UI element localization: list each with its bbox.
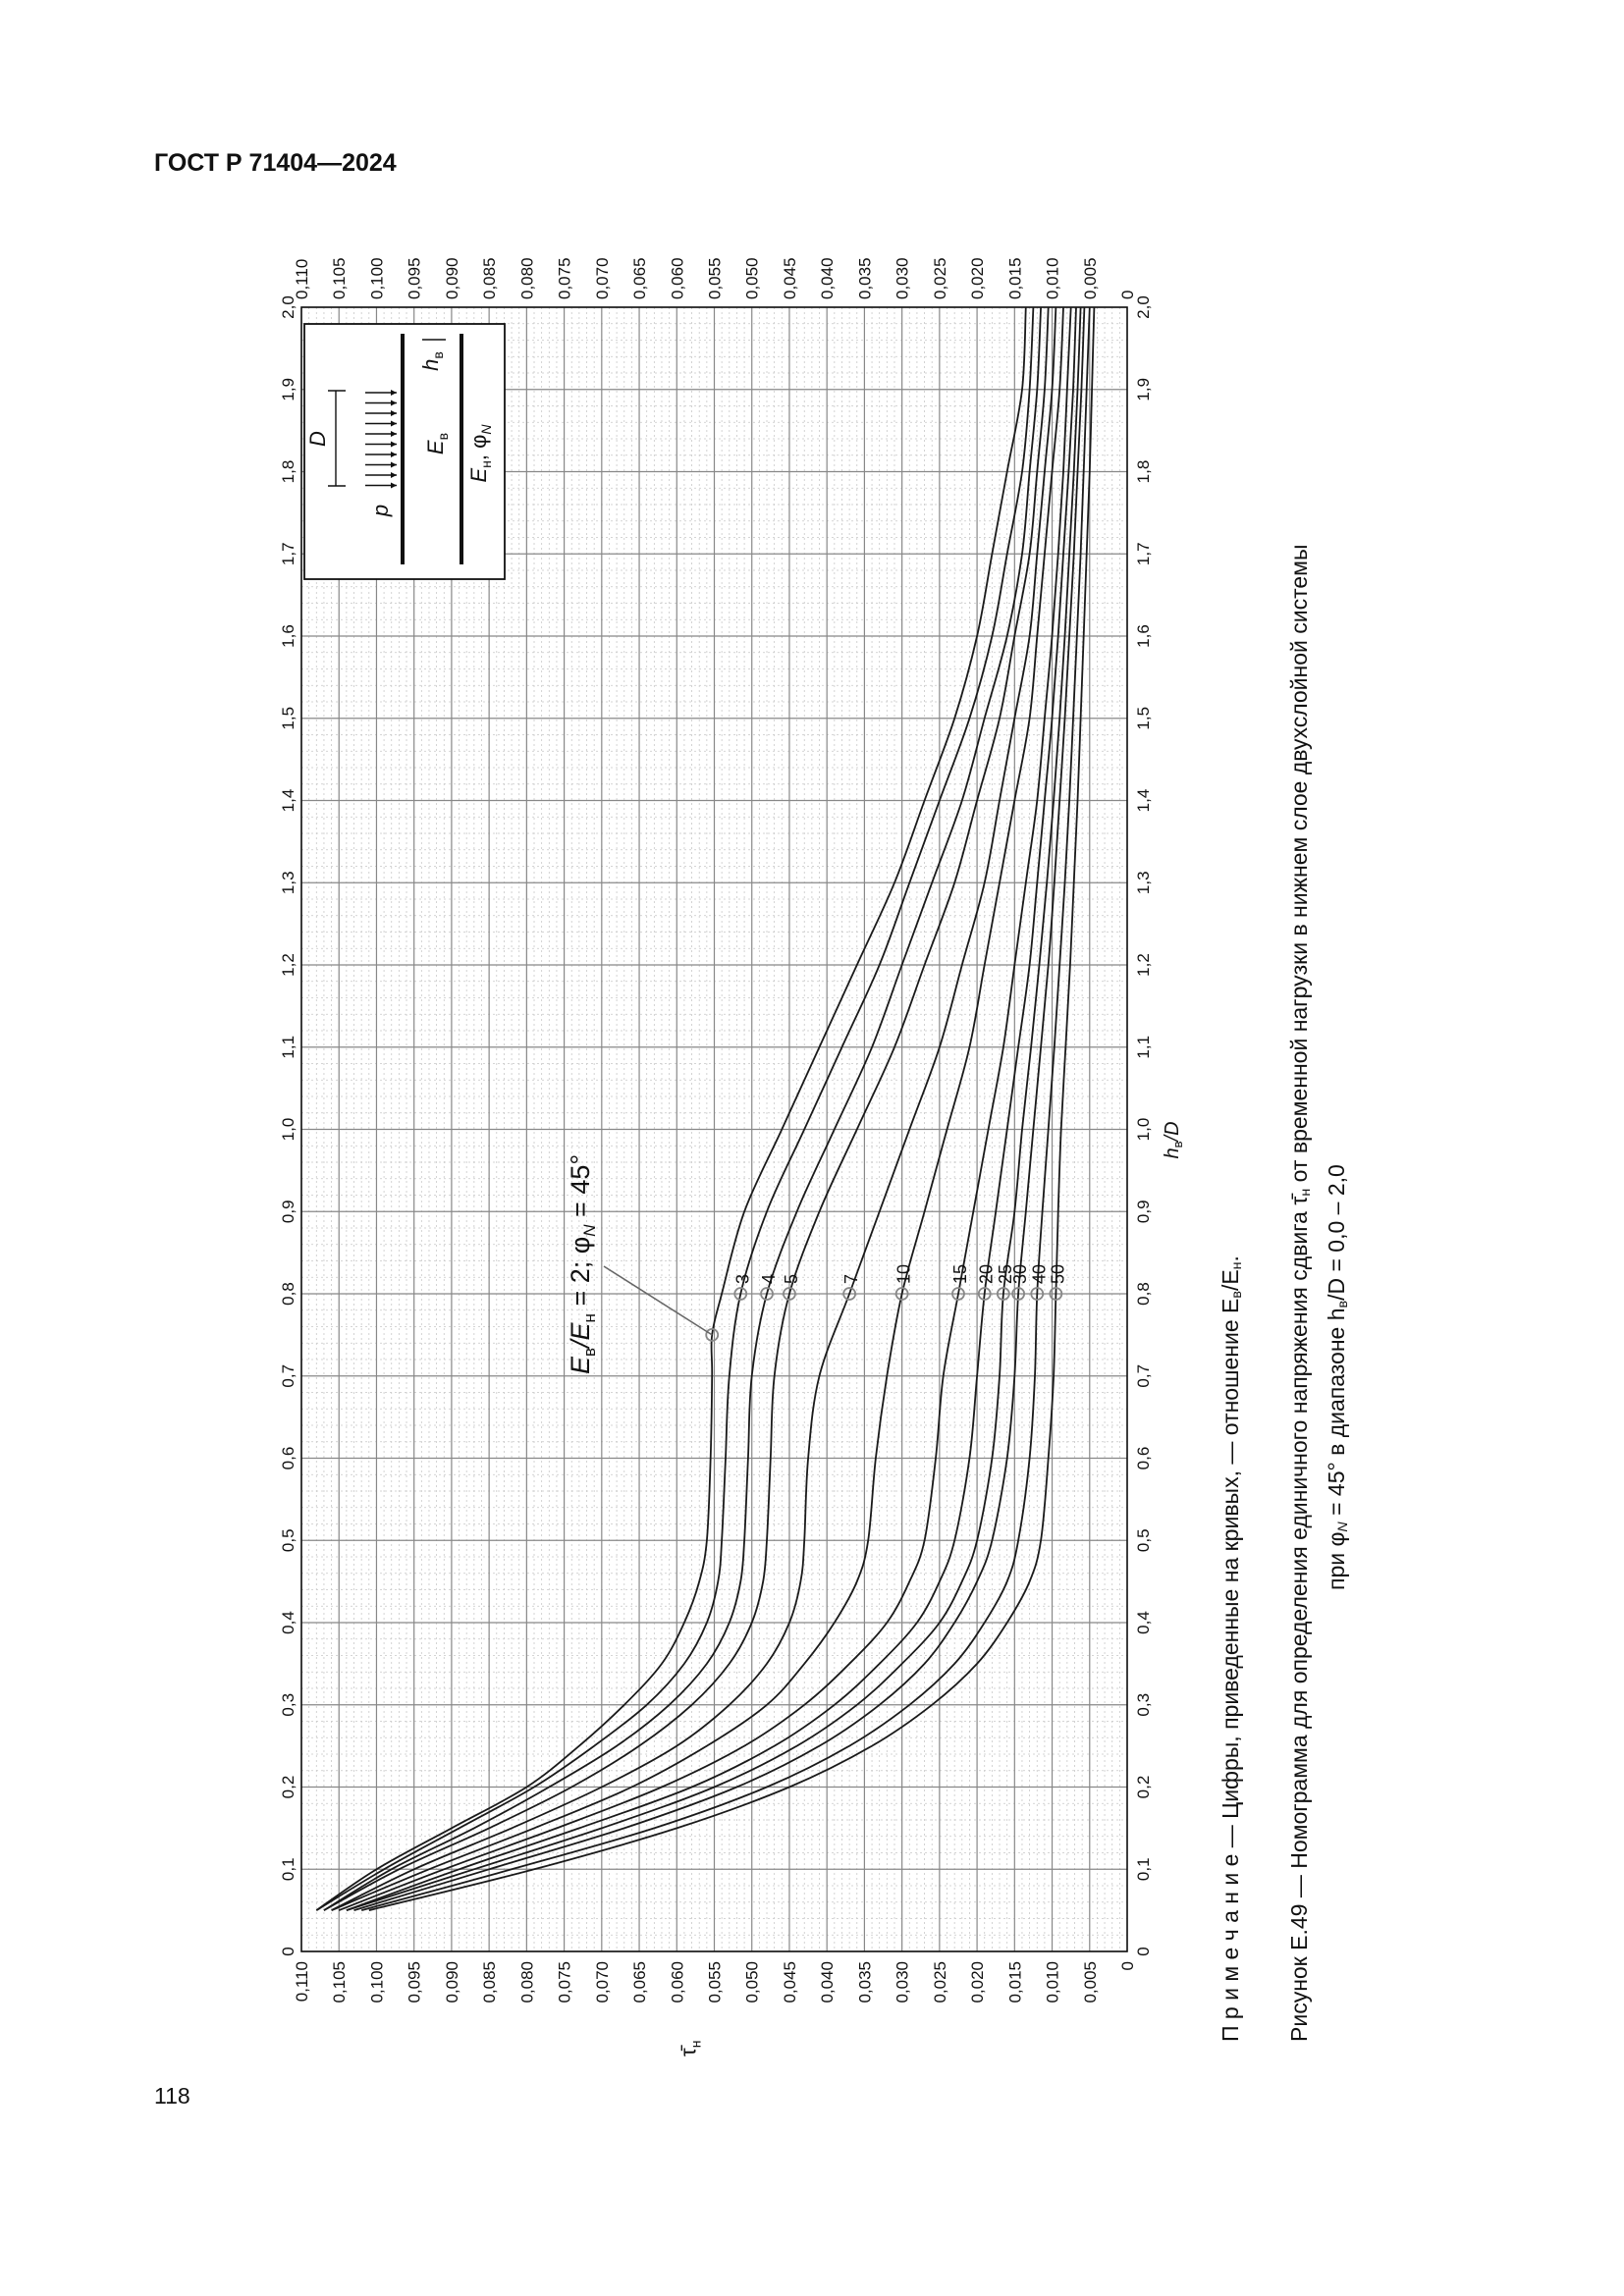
x-tick-label-right: 1,7 <box>1134 542 1153 566</box>
curve-label: 30 <box>1010 1263 1031 1284</box>
y-tick-label-top: 0,055 <box>705 257 725 299</box>
x-tick-label-right: 0,9 <box>1134 1200 1153 1224</box>
y-tick-label-bottom: 0,080 <box>517 1961 537 2003</box>
x-tick-label-left: 1,2 <box>279 953 298 977</box>
x-tick-label-left: 1,0 <box>279 1117 298 1142</box>
x-tick-label-left: 2,0 <box>279 295 298 319</box>
y-tick-label-top: 0,065 <box>630 257 650 299</box>
y-tick-label-bottom: 0,025 <box>930 1961 949 2003</box>
curve-label: 20 <box>976 1263 997 1284</box>
y-tick-label-top: 0,030 <box>893 257 912 299</box>
x-tick-label-right: 0,7 <box>1134 1363 1153 1388</box>
y-tick-label-top: 0,015 <box>1005 257 1025 299</box>
y-tick-label-top: 0,070 <box>592 257 612 299</box>
x-tick-label-left: 0,6 <box>279 1446 298 1470</box>
curve-label: 50 <box>1048 1263 1068 1284</box>
y-tick-label-top: 0,095 <box>405 257 424 299</box>
x-tick-label-right: 1,3 <box>1134 871 1153 895</box>
x-tick-label-right: 0,5 <box>1134 1528 1153 1553</box>
y-tick-label-bottom: 0,035 <box>855 1961 875 2003</box>
x-tick-label-left: 1,8 <box>279 459 298 484</box>
document-header: ГОСТ Р 71404—2024 <box>154 149 397 177</box>
y-tick-label-top: 0,060 <box>668 257 687 299</box>
y-tick-label-bottom: 0,020 <box>968 1961 988 2003</box>
y-tick-label-bottom: 0,070 <box>592 1961 612 2003</box>
x-tick-label-left: 0,5 <box>279 1528 298 1553</box>
y-tick-label-bottom: 0,095 <box>405 1961 424 2003</box>
annotation-label: $E_в/E_н = 2$; $\varphi_N = 45^\circ$ <box>566 1153 599 1374</box>
y-tick-label-top: 0,020 <box>968 257 988 299</box>
inset-D-label: D <box>305 431 330 447</box>
y-tick-label-top: 0,040 <box>818 257 838 299</box>
x-tick-label-left: 1,4 <box>279 788 298 813</box>
x-tick-label-right: 2,0 <box>1134 295 1153 319</box>
x-tick-label-right: 0,4 <box>1134 1611 1153 1634</box>
y-tick-label-bottom: 0,085 <box>480 1961 500 2003</box>
curve-labels <box>732 1264 1067 1284</box>
x-tick-label-left: 0,7 <box>279 1363 298 1388</box>
x-tick-label-left: 0,3 <box>279 1692 298 1717</box>
x-tick-label-left: 0,8 <box>279 1282 298 1306</box>
y-tick-label-bottom: 0,100 <box>367 1961 387 2003</box>
y-tick-label-top: 0,090 <box>442 257 461 299</box>
y-tick-label-top: 0,005 <box>1080 257 1100 299</box>
y-tick-label-top: 0,105 <box>330 257 350 299</box>
inset-Ev-label: $E_в$ <box>423 432 451 455</box>
y-tick-label-top: 0,035 <box>855 257 875 299</box>
curve-label: 4 <box>759 1273 780 1284</box>
y-tick-label-bottom: 0,010 <box>1043 1961 1062 2003</box>
y-tick-label-top: 0,045 <box>780 257 799 299</box>
figure-caption-line1: Рисунок Е.49 — Номограмма для определения единичного напряжения сдвига $\taū_н$ от временной нагрузки в нижнем слое двухслойной системы <box>1286 544 1315 2042</box>
y-tick-label-top: 0,080 <box>517 257 537 299</box>
y-tick-label-bottom: 0,110 <box>293 1961 311 2002</box>
y-tick-label-top: 0 <box>1118 290 1137 299</box>
x-tick-label-left: 0,9 <box>279 1200 298 1224</box>
x-tick-label-right: 0,8 <box>1134 1282 1153 1306</box>
x-tick-label-left: 1,6 <box>279 624 298 648</box>
x-tick-label-left: 1,7 <box>279 542 298 566</box>
annotation-leader <box>604 1266 712 1335</box>
curve-label: 5 <box>781 1273 801 1284</box>
curve-label: 3 <box>732 1273 753 1284</box>
x-tick-label-right: 1,8 <box>1134 459 1153 484</box>
y-tick-label-bottom: 0 <box>1118 1961 1137 1971</box>
x-tick-label-right: 0 <box>1134 1947 1153 1956</box>
x-tick-label-right: 0,1 <box>1134 1857 1153 1882</box>
x-tick-label-right: 0,2 <box>1134 1775 1153 1799</box>
y-tick-label-bottom: 0,060 <box>668 1961 687 2003</box>
figure-note: П р и м е ч а н и е — Цифры, приведенные на кривых, — отношение $E_в/E_н$. <box>1218 1255 1246 2042</box>
x-tick-label-left: 1,3 <box>279 871 298 895</box>
y-tick-label-bottom: 0,040 <box>818 1961 838 2003</box>
x-tick-label-left: 1,1 <box>279 1035 298 1059</box>
x-tick-label-right: 1,6 <box>1134 624 1153 648</box>
y-tick-label-top: 0,110 <box>293 258 311 299</box>
y-tick-label-bottom: 0,045 <box>780 1961 799 2003</box>
y-tick-label-bottom: 0,005 <box>1080 1961 1100 2003</box>
y-axis-label: $\taū_н$ <box>676 2040 704 2056</box>
inset-scheme <box>304 324 505 579</box>
y-tick-label-bottom: 0,015 <box>1005 1961 1025 2003</box>
page-number: 118 <box>154 2083 190 2109</box>
x-tick-label-left: 1,9 <box>279 377 298 401</box>
y-tick-label-top: 0,010 <box>1043 257 1062 299</box>
curve-label: 7 <box>841 1273 862 1284</box>
y-tick-label-bottom: 0,105 <box>330 1961 350 2003</box>
x-tick-label-right: 1,9 <box>1134 377 1153 401</box>
y-tick-label-top: 0,085 <box>480 257 500 299</box>
y-tick-label-bottom: 0,090 <box>442 1961 461 2003</box>
y-tick-label-top: 0,050 <box>742 257 762 299</box>
x-tick-label-right: 0,6 <box>1134 1446 1153 1470</box>
x-tick-label-left: 0,4 <box>279 1611 298 1634</box>
x-tick-label-left: 0,1 <box>279 1857 298 1882</box>
y-tick-label-top: 0,025 <box>930 257 949 299</box>
y-tick-label-top: 0,075 <box>555 257 574 299</box>
figure-caption-line2: при $\varphi_N = 45^\circ$ в диапазоне $h_в/D = 0,0 - 2,0$ <box>1324 1164 1352 1590</box>
x-tick-label-right: 1,0 <box>1134 1117 1153 1142</box>
curve-label: 15 <box>949 1263 970 1284</box>
curve-label: 10 <box>893 1263 914 1284</box>
y-tick-label-top: 0,100 <box>367 257 387 299</box>
y-tick-label-bottom: 0,065 <box>630 1961 650 2003</box>
curve-label: 25 <box>995 1263 1015 1284</box>
inset-h-label: $h_в$ <box>418 351 446 371</box>
x-tick-label-right: 0,3 <box>1134 1692 1153 1717</box>
x-tick-label-right: 1,1 <box>1134 1035 1153 1059</box>
y-tick-label-bottom: 0,050 <box>742 1961 762 2003</box>
inset-p-label: p <box>368 504 393 517</box>
y-tick-label-bottom: 0,075 <box>555 1961 574 2003</box>
x-axis-label: $h_в/D$ <box>1162 1121 1185 1159</box>
curve-label: 40 <box>1029 1263 1050 1284</box>
inset-En-label: $E_н$, $\varphi_N$ <box>466 424 494 483</box>
x-tick-label-right: 1,5 <box>1134 706 1153 730</box>
x-tick-label-right: 1,2 <box>1134 953 1153 977</box>
x-tick-label-left: 0 <box>279 1947 298 1956</box>
x-tick-label-left: 0,2 <box>279 1775 298 1799</box>
x-tick-label-right: 1,4 <box>1134 788 1153 813</box>
x-tick-label-left: 1,5 <box>279 706 298 730</box>
y-tick-label-bottom: 0,055 <box>705 1961 725 2003</box>
y-tick-label-bottom: 0,030 <box>893 1961 912 2003</box>
